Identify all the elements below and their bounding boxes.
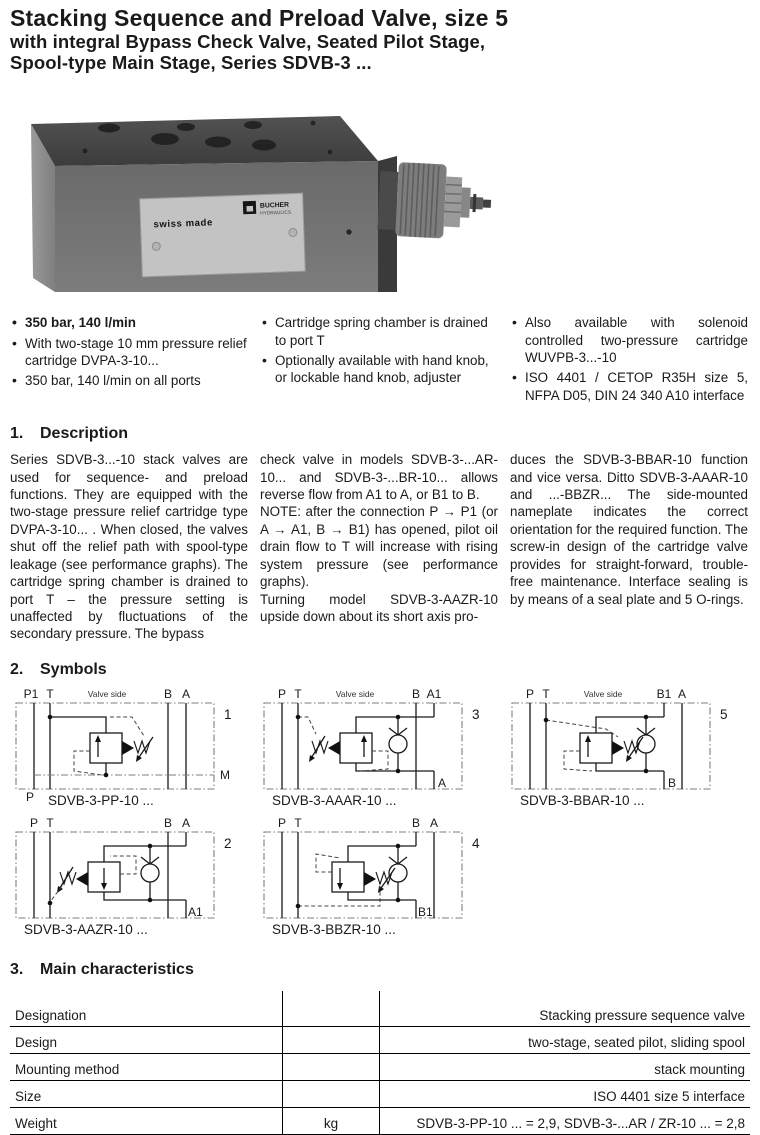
- valve-top-face: [31, 116, 378, 166]
- bullet-item: • ISO 4401 / CETOP R35H size 5, NFPA D05, DIN 24 340 A10 interface: [510, 369, 748, 404]
- port-label: B1: [656, 686, 672, 701]
- symbol-aaar: [258, 687, 502, 814]
- table-row: [10, 1107, 750, 1134]
- row-unit: [283, 991, 380, 1027]
- product-photo: [13, 96, 750, 302]
- valve-side-label: Valve side: [335, 688, 375, 699]
- bullet-item: • With two-stage 10 mm pressure relief cartridge DVPA-3-10...: [10, 335, 248, 370]
- port-label: P: [29, 815, 39, 830]
- valve-side-label: Valve side: [87, 688, 127, 699]
- bullet-column-3: [510, 314, 748, 407]
- symbol-number: 1: [224, 706, 232, 722]
- rivet-right: [289, 229, 297, 237]
- cartridge-adjuster: [377, 161, 493, 241]
- row-value: ISO 4401 size 5 interface: [380, 1080, 751, 1107]
- section-heading-characteristics: [10, 961, 750, 979]
- bullet-column-2: [260, 314, 498, 407]
- screw-head: [346, 230, 351, 235]
- section-heading-symbols: [10, 661, 750, 679]
- description-column-2: [260, 451, 498, 643]
- section-number: 3.: [10, 960, 24, 978]
- valve-side-label: Valve side: [583, 688, 623, 699]
- port-label: P: [26, 789, 35, 804]
- table-row: [10, 1080, 750, 1107]
- port-label: T: [46, 815, 54, 830]
- port-label: A: [429, 815, 439, 830]
- description-paragraph: duces the SDVB-3-BBAR-10 function and vice versa. Ditto SDVB-3-AAAR-10 and ...-BBZR... The side-mounted nameplate indicates the correct orientation for the required function. The screw-in design of the cartridge valve provides for straight-forward, trouble-free maintenance. Interface sealing is by means of a seal plate and 5 O-rings.: [510, 452, 748, 607]
- row-value: two-stage, seated pilot, sliding spool: [380, 1026, 751, 1053]
- nameplate-swiss-made-text: swiss made: [153, 217, 214, 231]
- page-header: [10, 6, 750, 74]
- port-label: P: [525, 686, 535, 701]
- port-label: B: [411, 815, 421, 830]
- bullet-item: • Optionally available with hand knob, or lockable hand knob, adjuster: [260, 352, 498, 387]
- description-columns: [10, 451, 750, 643]
- section-number: 2.: [10, 660, 24, 678]
- port-label: M: [220, 767, 230, 782]
- description-column-1: [10, 451, 248, 643]
- symbol-pp: [10, 687, 254, 814]
- port-label: T: [46, 686, 54, 701]
- symbol-caption: SDVB-3-PP-10 ...: [48, 792, 154, 808]
- symbol-caption: SDVB-3-BBZR-10 ...: [272, 921, 396, 937]
- row-unit: [283, 1026, 380, 1053]
- row-value: SDVB-3-PP-10 ... = 2,9, SDVB-3-...AR / ZR-10 ... = 2,8: [380, 1107, 751, 1134]
- bucher-logo-line1: BUCHER: [259, 201, 290, 210]
- port-label: P1: [23, 686, 39, 701]
- port-label: B: [163, 815, 173, 830]
- hydraulic-symbol-bbar-diagram: [506, 687, 750, 809]
- port-label: A: [677, 686, 687, 701]
- bucher-logo-line2: HYDRAULICS: [260, 210, 292, 217]
- row-label: Mounting method: [10, 1053, 283, 1080]
- row-unit: [283, 1080, 380, 1107]
- port-label: T: [542, 686, 550, 701]
- valve-photo-illustration: [13, 96, 493, 302]
- port-label: B: [411, 686, 421, 701]
- bullet-column-1: [10, 314, 248, 407]
- row-unit: [283, 1053, 380, 1080]
- nameplate: [140, 193, 306, 277]
- symbol-caption: SDVB-3-AAZR-10 ...: [24, 921, 148, 937]
- section-title: Main characteristics: [40, 960, 194, 978]
- row-label: Weight: [10, 1107, 283, 1134]
- description-paragraph: Turning model SDVB-3-AAZR-10 upside down about its short axis pro-: [260, 591, 498, 625]
- hydraulic-symbol-aazr-diagram: [10, 816, 254, 938]
- port-label: P: [277, 686, 287, 701]
- symbol-number: 5: [720, 706, 728, 722]
- section-number: 1.: [10, 425, 24, 443]
- description-paragraph: check valve in models SDVB-3-...AR-10... and SDVB-3-...BR-10... allows reverse flow from A1 to A, or B1 to B.: [260, 452, 498, 503]
- symbol-bbar: [506, 687, 750, 814]
- port-label: A1: [426, 686, 442, 701]
- symbol-bbzr: [258, 816, 502, 943]
- row-unit: kg: [283, 1107, 380, 1134]
- symbols-grid: [10, 687, 750, 943]
- port-label: B: [668, 775, 677, 790]
- description-column-3: [510, 451, 748, 643]
- row-label: Designation: [10, 991, 283, 1027]
- hydraulic-symbol-bbzr-diagram: [258, 816, 502, 938]
- symbol-caption: SDVB-3-BBAR-10 ...: [520, 792, 645, 808]
- symbol-aazr: [10, 816, 254, 943]
- feature-bullets: [10, 314, 750, 407]
- rivet-left: [152, 242, 160, 250]
- symbol-caption: SDVB-3-AAAR-10 ...: [272, 792, 397, 808]
- page-subtitle-line1: with integral Bypass Check Valve, Seated Pilot Stage,: [10, 30, 486, 52]
- port-label: A: [181, 686, 191, 701]
- port-label: T: [294, 686, 302, 701]
- symbol-number: 3: [472, 706, 480, 722]
- symbol-number: 4: [472, 835, 480, 851]
- row-value: Stacking pressure sequence valve: [380, 991, 751, 1027]
- bullet-item: • Cartridge spring chamber is drained to port T: [260, 314, 498, 349]
- port-label: B1: [418, 904, 433, 919]
- port-label: B: [163, 686, 173, 701]
- section-title: Description: [40, 425, 129, 443]
- bullet-item: • 350 bar, 140 l/min on all ports: [10, 372, 248, 389]
- row-label: Size: [10, 1080, 283, 1107]
- table-row: [10, 991, 750, 1027]
- hydraulic-symbol-aaar-diagram: [258, 687, 502, 809]
- section-heading-description: [10, 425, 750, 443]
- bullet-item: • 350 bar, 140 l/min: [10, 314, 248, 331]
- page-subtitle-line2: Spool-type Main Stage, Series SDVB-3 ...: [10, 52, 372, 74]
- port-label: T: [294, 815, 302, 830]
- bullet-item: • Also available with solenoid controlled two-pressure cartridge WUVPB-3...-10: [510, 314, 748, 366]
- description-paragraph: NOTE: after the connection P → P1 (or A → A1, B → B1) has opened, pilot oil drain flow to T will increase with rising system pressure (see performance graphs).: [260, 504, 498, 590]
- description-paragraph: Series SDVB-3...-10 stack valves are used for sequence- and preload functions. They are equipped with the two-stage pressure relief cartridge type DVPA-3-10... . When closed, the valves shut off the relief path with spool-type leakage (see performance graphs). The cartridge spring chamber is drained to port T – the pressure setting is unaffected by fluctuations of the secondary pressure. The bypass: [10, 452, 248, 642]
- port-label: A: [181, 815, 191, 830]
- row-value: stack mounting: [380, 1053, 751, 1080]
- row-label: Design: [10, 1026, 283, 1053]
- characteristics-table: [10, 991, 750, 1135]
- section-title: Symbols: [40, 660, 107, 678]
- table-row: [10, 1053, 750, 1080]
- symbol-number: 2: [224, 835, 232, 851]
- port-label: A1: [188, 904, 203, 919]
- page-title: Stacking Sequence and Preload Valve, size 5: [10, 5, 509, 31]
- table-row: [10, 1026, 750, 1053]
- port-label: A: [438, 775, 447, 790]
- port-label: P: [277, 815, 287, 830]
- hydraulic-symbol-pp-diagram: [10, 687, 254, 809]
